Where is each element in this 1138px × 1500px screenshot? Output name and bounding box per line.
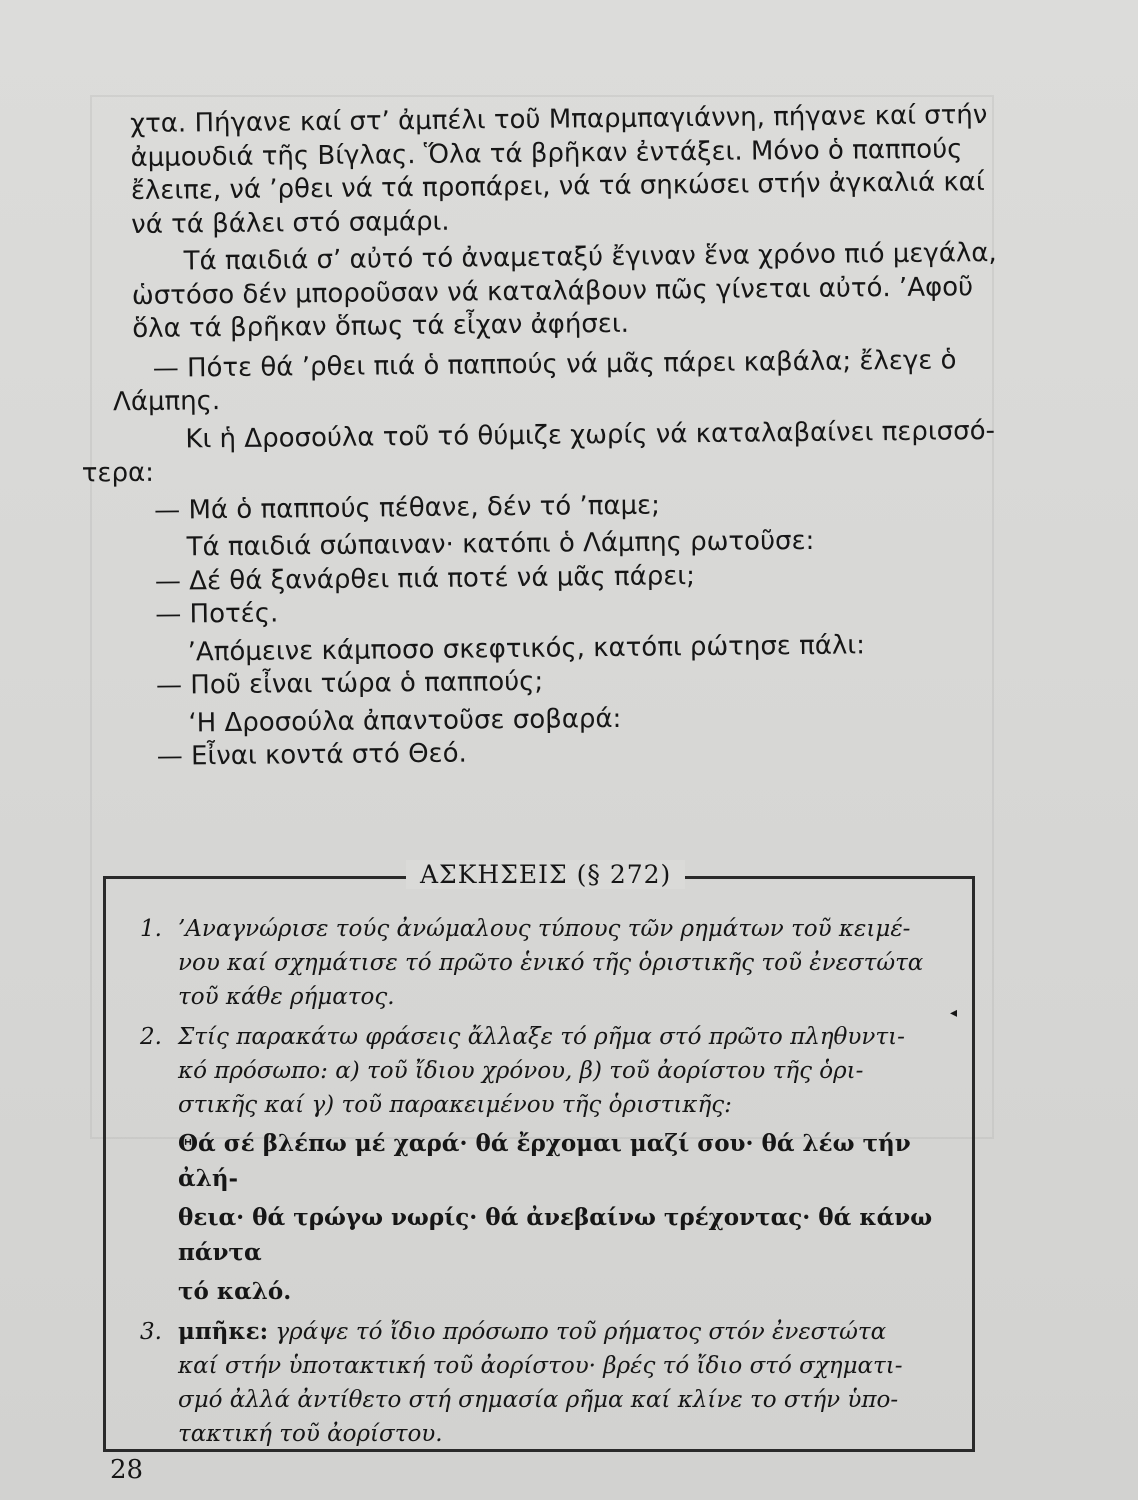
exercises-title: ΑΣΚΗΣΕΙΣ (§ 272)	[406, 860, 685, 889]
margin-mark: ◂	[950, 1005, 958, 1021]
dialogue-line: — Εἶναι κοντά στό Θεό.	[156, 738, 467, 772]
paragraph: χτα. Πήγανε καί στ’ ἀμπέλι τοῦ Μπαρμπαγιάννη, πήγανε καί στήν ἀμμουδιά τῆς Βίγλας. Ὅλα τά βρῆκαν ἐντάξει. Μόνο ὁ παππούς ἔλειπε, νά ’ρθει νά τά προπάρει, νά τά σηκώσει στήν ἀγκαλιά καί νά τά βάλει στό σαμάρι.	[130, 100, 988, 240]
dialogue-line: — Πότε θά ’ρθει πιά ὁ παππούς νά μᾶς πάρει καβάλα; ἔλεγε ὁ Λάμπης.	[112, 344, 957, 418]
paragraph: Τά παιδιά σ’ αὐτό τό ἀναμεταξύ ἔγιναν ἕνα χρόνο πιό μεγάλα, ὡστόσο δέν μποροῦσαν νά καταλάβουν πῶς γίνεται αὐτό. ’Αφοῦ ὅλα τά βρῆκαν ὅπως τά εἶχαν ἀφήσει.	[131, 237, 997, 344]
page-number: 28	[110, 1455, 144, 1485]
exercise-number: 3.	[140, 1319, 162, 1345]
paragraph: ‘Η Δροσούλα ἀπαντοῦσε σοβαρά:	[188, 703, 622, 738]
paragraph: Κι ἡ Δροσούλα τοῦ τό θύμιζε χωρίς νά καταλαβαίνει περισσό- τερα:	[81, 415, 996, 489]
exercises-list	[140, 912, 945, 1457]
dialogue-line: — Ποῦ εἶναι τώρα ὁ παππούς;	[155, 666, 544, 701]
story-text	[81, 99, 1017, 775]
exercise-item: 1. ’Αναγνώρισε τούς ἀνώμαλους τύπους τῶν ρημάτων τοῦ κειμέ- νου καί σχημάτισε τό πρῶτο ἑνικό τῆς ὁριστικῆς τοῦ ἐνεστώτα τοῦ κάθε ρήματος.	[140, 912, 945, 1014]
exercise-item: 2. Στίς παρακάτω φράσεις ἄλλαξε τό ρῆμα στό πρῶτο πληθυντι- κό πρόσωπο: α) τοῦ ἴδιου χρόνου, β) τοῦ ἀορίστου τῆς ὁρι- στικῆς καί γ) τοῦ παρακειμένου τῆς ὁριστικῆς: Θά σέ βλέπω μέ χαρά· θά ἔρχομαι μαζί σου· θά λέω τήν ἀλή- θεια· θά τρώγω νωρίς· θά ἀνεβαίνω τρέχοντας· θά κάνω πάντα τό καλό.	[140, 1020, 945, 1309]
paragraph: ’Απόμεινε κάμποσο σκεφτικός, κατόπι ρώτησε πάλι:	[187, 629, 866, 667]
exercise-number: 2.	[140, 1024, 162, 1050]
paragraph: Τά παιδιά σώπαιναν· κατόπι ὁ Λάμπης ρωτοῦσε:	[186, 525, 815, 563]
dialogue-line: — Μά ὁ παππούς πέθανε, δέν τό ’παμε;	[154, 489, 661, 526]
dialogue-line: — Δέ θά ξανάρθει πιά ποτέ νά μᾶς πάρει;	[154, 560, 696, 597]
exercise-item: 3. μπῆκε: γράψε τό ἴδιο πρόσωπο τοῦ ρήματος στόν ἐνεστώτα καί στήν ὑποτακτική τοῦ ἀορίστου· βρές τό ἴδιο στό σχηματι- σμό ἀλλά ἀντίθετο στή σημασία ρῆμα καί κλίνε το στήν ὑπο- τακτική τοῦ ἀορίστου.	[140, 1315, 945, 1451]
exercise-number: 1.	[140, 916, 162, 942]
dialogue-line: — Ποτές.	[155, 598, 279, 630]
